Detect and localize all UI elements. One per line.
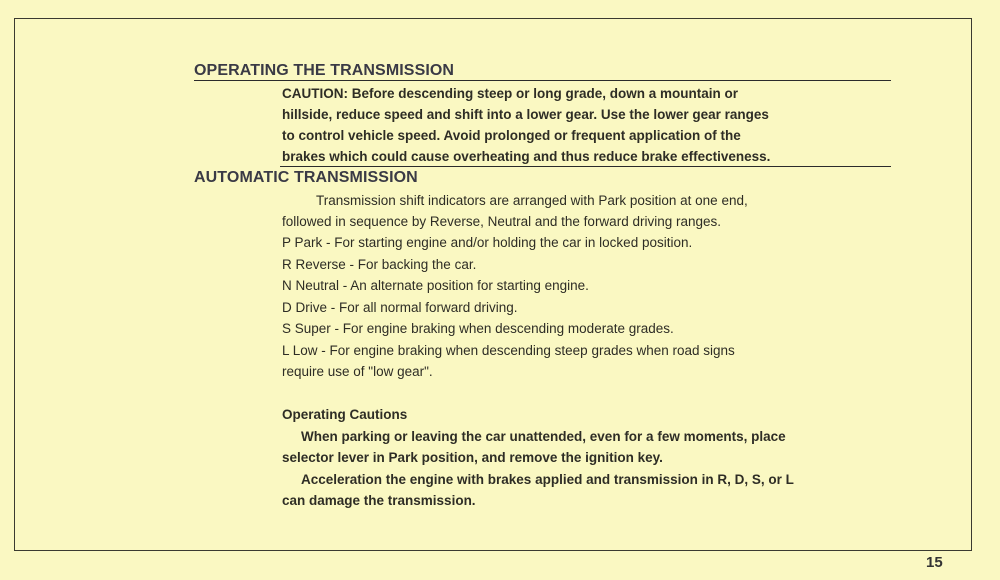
heading-automatic-transmission: AUTOMATIC TRANSMISSION bbox=[194, 169, 418, 186]
operating-caution-line: selector lever in Park position, and remove the ignition key. bbox=[282, 450, 663, 465]
intro-line: Transmission shift indicators are arranged with Park position at one end, bbox=[316, 193, 748, 208]
operating-caution-line: Acceleration the engine with brakes applied and transmission in R, D, S, or L bbox=[301, 472, 794, 487]
position-low-continued: require use of "low gear". bbox=[282, 364, 433, 379]
position-neutral: N Neutral - An alternate position for starting engine. bbox=[282, 278, 589, 293]
caution-rule bbox=[280, 166, 891, 167]
caution-line: brakes which could cause overheating and thus reduce brake effectiveness. bbox=[282, 149, 771, 164]
position-drive: D Drive - For all normal forward driving. bbox=[282, 300, 518, 315]
position-park: P Park - For starting engine and/or holding the car in locked position. bbox=[282, 235, 693, 250]
caution-line: to control vehicle speed. Avoid prolonged or frequent application of the bbox=[282, 128, 741, 143]
heading-rule-top bbox=[194, 80, 891, 81]
operating-caution-line: When parking or leaving the car unattended, even for a few moments, place bbox=[301, 429, 786, 444]
position-low: L Low - For engine braking when descending steep grades when road signs bbox=[282, 343, 735, 358]
caution-line: CAUTION: Before descending steep or long grade, down a mountain or bbox=[282, 86, 739, 101]
operating-cautions-heading: Operating Cautions bbox=[282, 407, 408, 422]
heading-operating-transmission: OPERATING THE TRANSMISSION bbox=[194, 62, 455, 79]
position-reverse: R Reverse - For backing the car. bbox=[282, 257, 477, 272]
page-number: 15 bbox=[926, 554, 943, 571]
intro-line: followed in sequence by Reverse, Neutral and the forward driving ranges. bbox=[282, 214, 721, 229]
operating-caution-line: can damage the transmission. bbox=[282, 493, 476, 508]
position-super: S Super - For engine braking when descending moderate grades. bbox=[282, 321, 674, 336]
caution-line: hillside, reduce speed and shift into a lower gear. Use the lower gear ranges bbox=[282, 107, 769, 122]
